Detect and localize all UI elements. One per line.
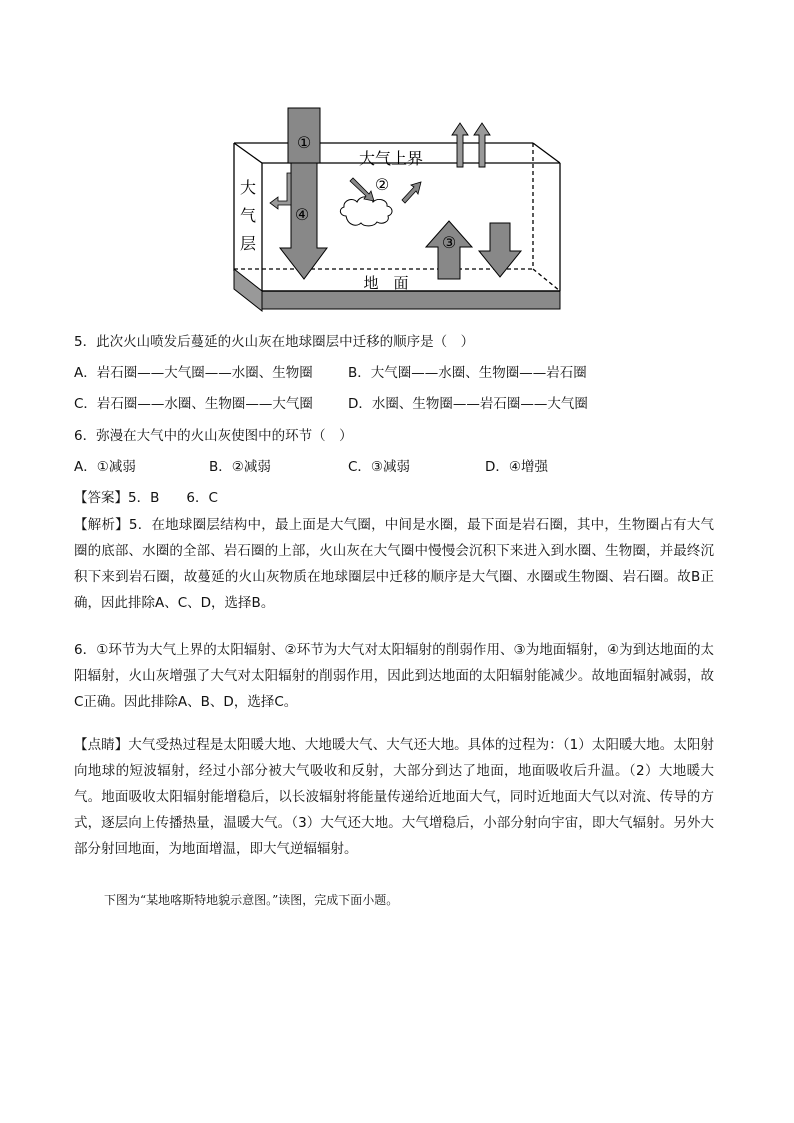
up-arrow-b <box>474 123 490 167</box>
q5-option-b: B．大气圈——水圈、生物圈——岩石圈 <box>348 365 587 381</box>
atmosphere-heating-diagram <box>228 103 564 315</box>
reflect-arrow-left <box>270 173 291 209</box>
up-arrow-a <box>452 123 468 167</box>
label-layer-2: 气 <box>239 206 257 225</box>
label-top: 大气上界 <box>358 149 424 168</box>
cloud-icon <box>340 197 392 226</box>
answer: 【答案】5．B 6．C <box>74 490 218 506</box>
ground-slab-left <box>234 269 262 311</box>
q5-option-c: C．岩石圈——水圈、生物圈——大气圈 <box>74 396 313 412</box>
label-layer-1: 大 <box>239 178 257 197</box>
next-intro: 下图为“某地喀斯特地貌示意图。”读图，完成下面小题。 <box>104 893 399 907</box>
label-3: ③ <box>441 233 457 252</box>
tip: 【点睛】大气受热过程是太阳暖大地、大地暖大气、大气还大地。具体的过程为：（1）太阳暖大地。太阳射向地球的短波辐射，经过小部分被大气吸收和反射，大部分到达了地面，地面吸收后升温。（2）大地暖大气。地面吸收太阳辐射能增稳后，以长波辐射将能量传递给近地面大气，同时近地面大气以对流、传导的方式，逐层向上传播热量，温暖大气。（3）大气还大地。大气增稳后，小部分射向宇宙，即大气辐射。另外大部分射回地面，为地面增温，即大气逆辐辐射。 <box>74 737 714 857</box>
q6-option-d: D．④增强 <box>485 459 548 475</box>
analysis-6: 6．①环节为大气上界的太阳辐射、②环节为大气对太阳辐射的削弱作用、③为地面辐射，④为到达地面的太阳辐射，火山灰增强了大气对太阳辐射的削弱作用，因此到达地面的太阳辐射能减少。故地面辐射减弱，故C正确。因此排除A、B、D，选择C。 <box>74 642 714 710</box>
q5-stem: 5．此次火山喷发后蔓延的火山灰在地球圈层中迁移的顺序是（ ） <box>74 334 475 350</box>
q6-option-a: A．①减弱 <box>74 459 136 475</box>
q5-option-d: D．水圈、生物圈——岩石圈——大气圈 <box>348 396 588 412</box>
label-ground: 地 面 <box>363 274 409 292</box>
q6-option-b: B．②减弱 <box>209 459 271 475</box>
label-4: ④ <box>294 205 310 224</box>
ground-slab <box>262 291 560 309</box>
label-2: ② <box>374 175 390 194</box>
q6-option-c: C．③减弱 <box>348 459 411 475</box>
q5-option-a: A．岩石圈——大气圈——水圈、生物圈 <box>74 365 313 381</box>
label-layer-3: 层 <box>239 234 257 253</box>
analysis-5: 【解析】5．在地球圈层结构中，最上面是大气圈，中间是水圈，最下面是岩石圈，其中，生物圈占有大气圈的底部、水圈的全部、岩石圈的上部，火山灰在大气圈中慢慢会沉积下来进入到水圈、生物圈，并最终沉积下来到岩石圈，故蔓延的火山灰物质在地球圈层中迁移的顺序是大气圈、水圈或生物圈、岩石圈。故B正确，因此排除A、C、D，选择B。 <box>74 517 714 611</box>
q6-stem: 6．弥漫在大气中的火山灰使图中的环节（ ） <box>74 428 353 444</box>
label-1: ① <box>296 133 312 152</box>
